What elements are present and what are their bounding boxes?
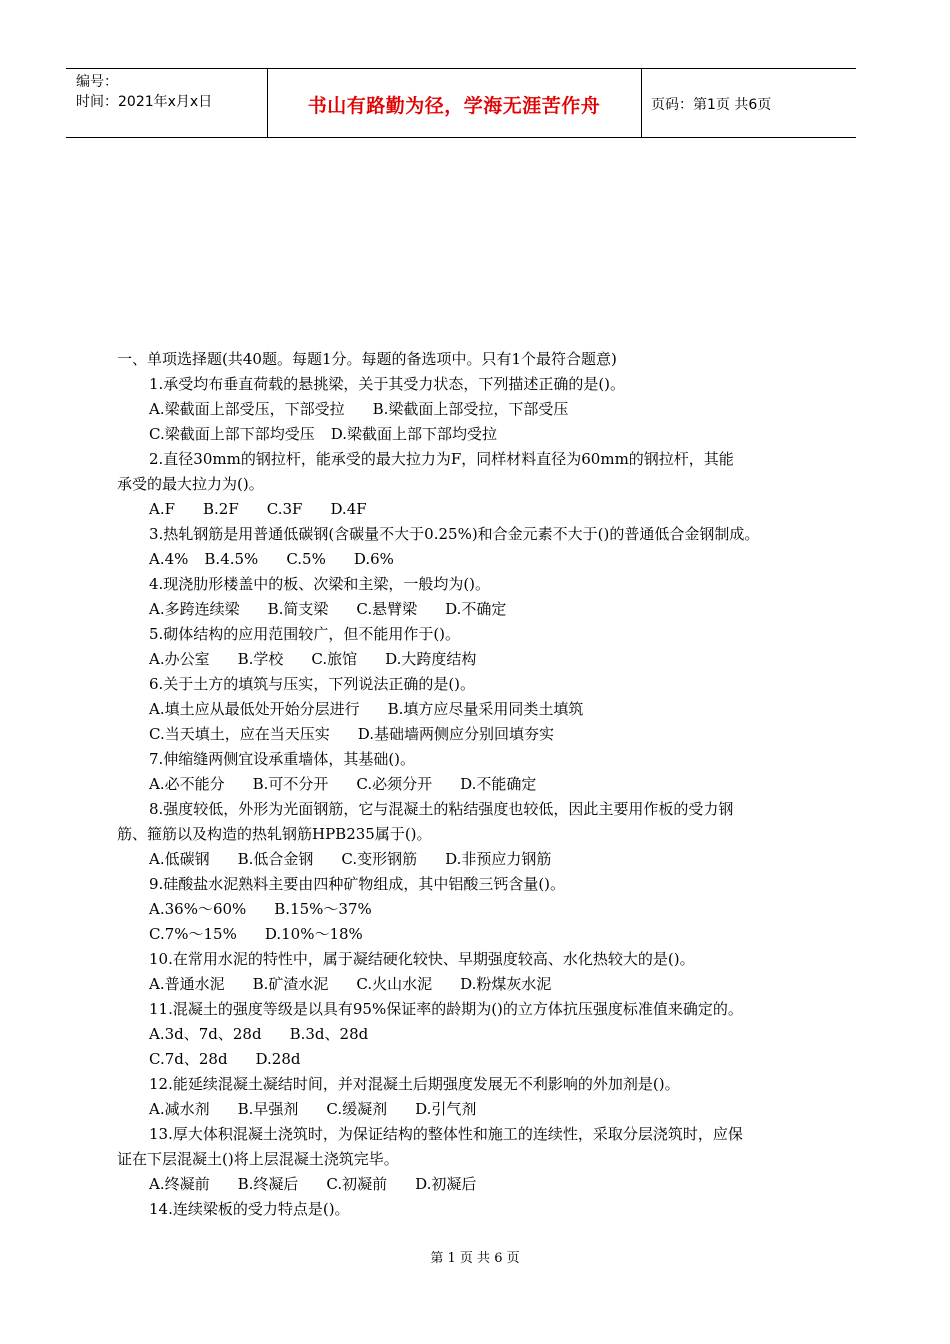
question-stem-continued: 筋、箍筋以及构造的热轧钢筋HPB235属于()。 <box>117 825 432 843</box>
question-stem: 13.厚大体积混凝土浇筑时，为保证结构的整体性和施工的连续性，采取分层浇筑时，应保 <box>149 1125 743 1143</box>
question-options <box>117 1172 817 1197</box>
page-footer: 第 1 页 共 6 页 <box>430 1251 520 1266</box>
option-b: B.填方应尽量采用同类土填筑 <box>387 700 584 718</box>
option-b: B.早强剂 <box>237 1100 299 1118</box>
document-time-label: 时间：2021年x月x日 <box>76 94 213 110</box>
question-stem: 5.砌体结构的应用范围较广，但不能用作于()。 <box>149 625 461 643</box>
question-stem: 7.伸缩缝两侧宜设承重墙体，其基础()。 <box>149 750 416 768</box>
question-options <box>117 922 817 947</box>
header-left-cell <box>66 69 268 137</box>
option-b: B.可不分开 <box>252 775 329 793</box>
option-a: A.终凝前 <box>149 1175 210 1193</box>
question-stem: 6.关于土方的填筑与压实，下列说法正确的是()。 <box>149 675 476 693</box>
option-a: A.填土应从最低处开始分层进行 <box>149 700 360 718</box>
header-right-cell <box>641 69 856 137</box>
question-options <box>117 397 817 422</box>
option-c: C.变形钢筋 <box>341 850 418 868</box>
question-stem: 4.现浇肋形楼盖中的板、次梁和主梁，一般均为()。 <box>149 575 491 593</box>
option-d: D.初凝后 <box>415 1175 477 1193</box>
option-b: B.低合金钢 <box>237 850 314 868</box>
question-stem: 10.在常用水泥的特性中，属于凝结硬化较快、早期强度较高、水化热较大的是()。 <box>149 950 695 968</box>
question-options <box>117 1097 817 1122</box>
option-c: C.7d、28d <box>149 1050 228 1068</box>
question-options <box>117 972 817 997</box>
question-options <box>117 497 817 522</box>
option-a: A.F <box>149 500 176 518</box>
option-d: D.梁截面上部下部均受拉 <box>330 425 497 443</box>
question-options <box>117 897 817 922</box>
option-b: B.简支梁 <box>267 600 329 618</box>
question-stem: 11.混凝土的强度等级是以具有95%保证率的龄期为()的立方体抗压强度标准值来确定的。 <box>149 1000 743 1018</box>
option-c: C.3F <box>266 500 303 518</box>
header-middle-cell <box>267 69 642 137</box>
option-d: D.28d <box>255 1050 301 1068</box>
option-b: B.终凝后 <box>237 1175 299 1193</box>
option-a: A.多跨连续梁 <box>149 600 240 618</box>
option-b: B.15%～37% <box>274 900 372 918</box>
question-stem: 9.硅酸盐水泥熟料主要由四种矿物组成，其中铝酸三钙含量()。 <box>149 875 566 893</box>
option-a: A.梁截面上部受压，下部受拉 <box>149 400 345 418</box>
question-options <box>117 1022 817 1047</box>
page-header <box>66 68 856 138</box>
question-stem: 14.连续梁板的受力特点是()。 <box>149 1200 350 1218</box>
question-stem-continued: 承受的最大拉力为()。 <box>117 475 264 493</box>
option-d: D.粉煤灰水泥 <box>460 975 552 993</box>
option-c: C.5% <box>286 550 326 568</box>
question-stem: 12.能延续混凝土凝结时间，并对混凝土后期强度发展无不利影响的外加剂是()。 <box>149 1075 680 1093</box>
option-a: A.低碳钢 <box>149 850 210 868</box>
question-options <box>117 597 817 622</box>
option-b: B.4.5% <box>204 550 259 568</box>
option-c: C.当天填土，应在当天压实 <box>149 725 330 743</box>
question-stem: 1.承受均布垂直荷载的悬挑梁，关于其受力状态，下列描述正确的是()。 <box>149 375 626 393</box>
option-b: B.3d、28d <box>289 1025 369 1043</box>
option-c: C.火山水泥 <box>356 975 433 993</box>
question-options <box>117 722 817 747</box>
option-c: C.悬臂梁 <box>356 600 418 618</box>
header-motto: 书山有路勤为径，学海无涯苦作舟 <box>307 95 601 117</box>
option-b: B.矿渣水泥 <box>252 975 329 993</box>
option-a: A.4% <box>149 550 189 568</box>
option-a: A.3d、7d、28d <box>149 1025 262 1043</box>
question-stem: 8.强度较低，外形为光面钢筋，它与混凝土的粘结强度也较低，因此主要用作板的受力钢 <box>149 800 734 818</box>
question-content <box>117 347 817 1222</box>
question-options <box>117 847 817 872</box>
option-a: A.减水剂 <box>149 1100 210 1118</box>
option-a: A.36%～60% <box>149 900 247 918</box>
option-b: B.梁截面上部受拉，下部受压 <box>372 400 569 418</box>
document-number-label: 编号： <box>76 74 118 90</box>
option-c: C.初凝前 <box>326 1175 388 1193</box>
option-c: C.7%～15% <box>149 925 237 943</box>
option-d: D.不能确定 <box>460 775 537 793</box>
option-d: D.大跨度结构 <box>385 650 477 668</box>
option-d: D.引气剂 <box>415 1100 477 1118</box>
header-page-info: 页码：第1页 共6页 <box>651 97 772 113</box>
question-options <box>117 647 817 672</box>
question-options <box>117 422 817 447</box>
option-d: D.6% <box>353 550 394 568</box>
option-d: D.10%～18% <box>264 925 363 943</box>
option-a: A.办公室 <box>149 650 210 668</box>
option-c: C.缓凝剂 <box>326 1100 388 1118</box>
option-d: D.不确定 <box>445 600 507 618</box>
option-c: C.必须分开 <box>356 775 433 793</box>
option-b: B.学校 <box>237 650 284 668</box>
question-options <box>117 772 817 797</box>
option-a: A.必不能分 <box>149 775 225 793</box>
question-stem: 2.直径30mm的钢拉杆，能承受的最大拉力为F，同样材料直径为60mm的钢拉杆，其能 <box>149 450 734 468</box>
option-c: C.旅馆 <box>311 650 358 668</box>
option-d: D.4F <box>330 500 367 518</box>
section-title: 一、单项选择题(共40题。每题1分。每题的备选项中。只有1个最符合题意) <box>117 350 617 368</box>
option-b: B.2F <box>203 500 239 518</box>
option-a: A.普通水泥 <box>149 975 225 993</box>
option-d: D.非预应力钢筋 <box>445 850 552 868</box>
question-stem-continued: 证在下层混凝土()将上层混凝土浇筑完毕。 <box>117 1150 399 1168</box>
question-stem: 3.热轧钢筋是用普通低碳钢(含碳量不大于0.25%)和合金元素不大于()的普通低合金钢制成。 <box>149 525 760 543</box>
question-options <box>117 697 817 722</box>
option-d: D.基础墙两侧应分别回填夯实 <box>357 725 554 743</box>
option-c: C.梁截面上部下部均受压 <box>149 425 315 443</box>
question-options <box>117 1047 817 1072</box>
question-options <box>117 547 817 572</box>
